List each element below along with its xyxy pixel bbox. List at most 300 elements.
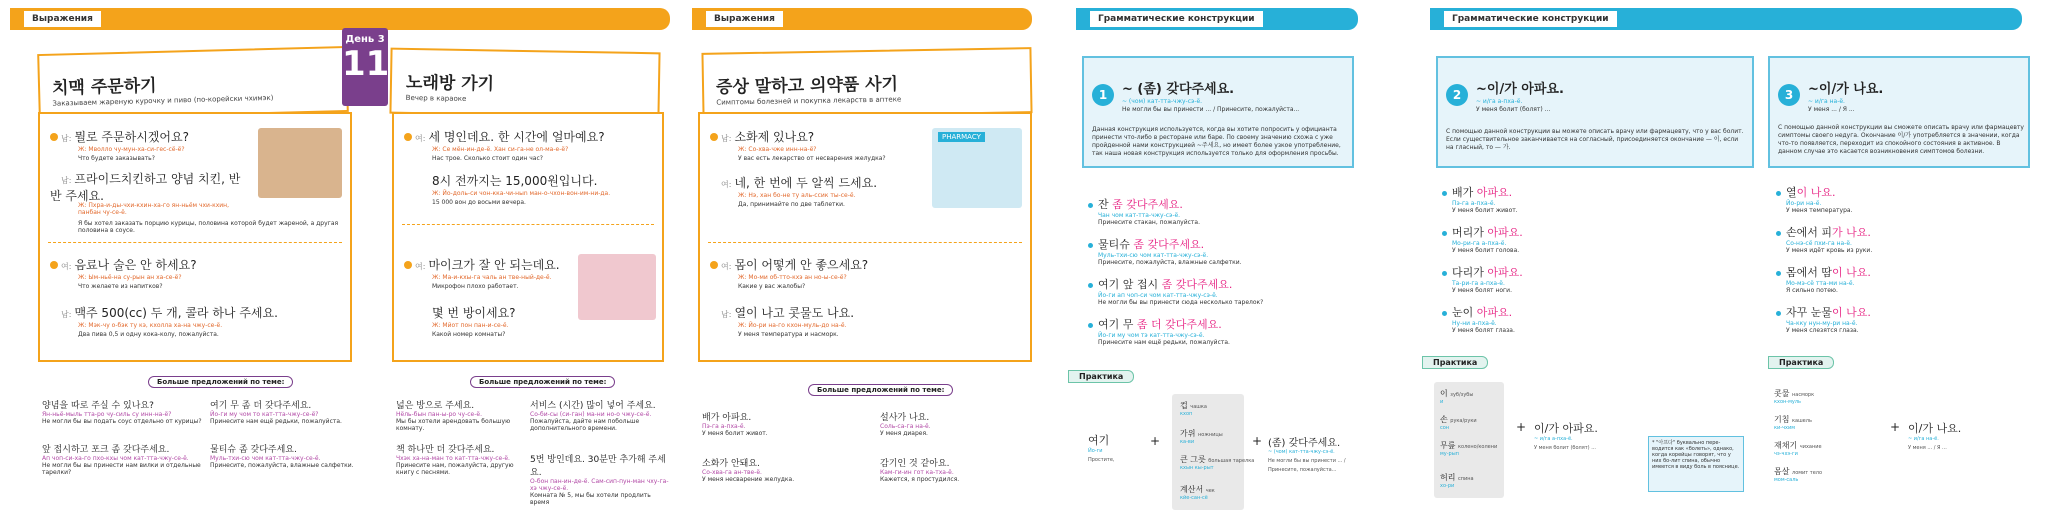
korean-text: 소화제 있나요? <box>734 130 815 144</box>
transcription: чэ-чхэ-ги <box>1774 451 1798 457</box>
example-base: 눈이 <box>1452 306 1477 319</box>
transcription: Йо-ги ап чоп-си чом кат-тта-чжу-сэ-ё. <box>1098 292 1218 299</box>
translation: У меня температура и насморк. <box>738 331 839 338</box>
translation: ножницы <box>1198 432 1223 438</box>
korean-text: 양념을 따로 주실 수 있나요? <box>42 401 154 411</box>
translation: У меня ... / Я ... <box>1908 445 1947 451</box>
transcription: Ж: Мэк-чу о-бэк ту кэ, кхолла ха-на чжу-се-ё. <box>78 322 223 329</box>
grammar-meaning: Не могли бы вы принести ... / Принесите, пожалуйста... <box>1122 106 1300 113</box>
translation: спина <box>1458 476 1474 482</box>
korean-text: 여기 무 좀 더 갖다주세요. <box>210 401 312 411</box>
dialogue-line <box>50 128 189 145</box>
word-option <box>1440 388 1473 405</box>
korean-text: 배가 아파요. <box>702 413 752 423</box>
translation: У меня болит живот. <box>702 430 768 437</box>
transcription: Со-нэ-сё пхи-га на-ё. <box>1786 240 1852 247</box>
speaker: 남: <box>721 310 732 319</box>
day-badge <box>342 28 388 106</box>
dialogue-line <box>710 128 814 145</box>
practice-right-phrase <box>1908 420 2028 451</box>
more-sentences-label: Больше предложений по теме: <box>808 384 953 396</box>
translation: рука/руки <box>1450 418 1477 424</box>
section-tag: Грамматические конструкции <box>1444 11 1617 27</box>
translation: ломит тело <box>1792 470 1823 476</box>
speaker: 남: <box>61 310 72 319</box>
dialogue-line <box>710 304 854 321</box>
transcription: Ну-ни а-пха-ё. <box>1452 320 1497 327</box>
korean-text: 설사가 나요. <box>880 413 930 423</box>
practice-left-word <box>1088 432 1114 463</box>
bullet-icon <box>1088 283 1093 288</box>
grammar-meaning: У меня болит (болят) ... <box>1476 106 1551 113</box>
speaker: 여: <box>721 262 732 271</box>
transcription: Ж: Йо-доль-си чон-кка-чи-ныn ман-о-чхон-вон-им-ни-да. <box>432 190 611 197</box>
topic-subtitle: Заказываем жареную курочку и пиво (по-корейски чхимэк) <box>52 93 274 108</box>
speech-icon <box>710 133 718 141</box>
topic-title: 노래방 가기 <box>405 72 495 95</box>
extra-sentence <box>42 398 212 425</box>
example-base: 머리가 <box>1452 226 1488 239</box>
translation: Не могли бы вы принести нам вилки и отдельные тарелки? <box>42 462 201 476</box>
divider <box>48 242 342 243</box>
korean-word: 허리 <box>1440 473 1456 482</box>
grammar-number: 3 <box>1778 84 1800 106</box>
pharmacy-sign: PHARMACY <box>938 132 985 142</box>
word-option <box>1180 400 1207 417</box>
example-highlight: 가 나요. <box>1832 226 1871 239</box>
grammar-title: ~ (좀) 갖다주세요. <box>1122 82 1235 97</box>
example-base: 자꾸 눈물 <box>1786 306 1833 319</box>
dialogue-box-1 <box>38 112 352 362</box>
example-highlight: 좀 갖다주세요. <box>1112 198 1183 211</box>
example-highlight: 이 나요. <box>1832 306 1871 319</box>
dialogue-line <box>50 170 250 204</box>
grammar-transcription: ~ и/га на-ё. <box>1808 98 1845 105</box>
korean-word: 계산서 <box>1180 485 1204 494</box>
speech-icon <box>710 261 718 269</box>
korean-word: 콧물 <box>1774 389 1790 398</box>
transcription: Ча-кку нун-му-ри на-ё. <box>1786 320 1858 327</box>
pharmacy-illustration <box>932 128 1022 208</box>
bullet-icon <box>1442 191 1447 196</box>
example-base: 잔 <box>1098 198 1113 211</box>
grammar-card-3 <box>1768 56 2030 168</box>
topic-title: 증상 말하고 의약품 사기 <box>715 74 899 98</box>
korean-text: 프라이드치킨하고 양념 치킨, 반반 주세요. <box>50 172 241 203</box>
example-base: 손에서 피 <box>1786 226 1833 239</box>
grammar-example <box>1776 304 1871 334</box>
translation: У меня болят ноги. <box>1452 287 1512 294</box>
transcription: Нёль-бын пан-ы-ро чу-се-ё. <box>396 411 482 418</box>
transcription: ~ и/га на-ё. <box>1908 436 1939 442</box>
transcription: Ап чоп-си-ха-го пхо-кхы чом кат-тта-чжу-се-ё. <box>42 455 189 462</box>
bullet-icon <box>1442 231 1447 236</box>
translation: Нас трое. Сколько стоит один час? <box>432 155 543 162</box>
example-highlight: 아파요. <box>1476 186 1513 199</box>
korean-text: 물티슈 좀 갖다주세요. <box>210 445 297 455</box>
korean-text: 앞 접시하고 포크 좀 갖다주세요. <box>42 445 170 455</box>
grammar-description: Данная конструкция используется, когда вы хотите попросить у официанта принести что-либо в ресторане или баре. По своему значению схожа с уже пройденной нами конструкцией ~주세요, но имеет более узкое употребление, так наша новая конструкция используется только для оформления просьбы. <box>1092 126 1341 157</box>
bullet-icon <box>1776 191 1781 196</box>
grammar-title: ~이/가 나요. <box>1808 82 1884 97</box>
bullet-icon <box>1442 271 1447 276</box>
translation: Принесите, пожалуйста, влажные салфетки. <box>210 462 354 469</box>
divider <box>708 242 1022 243</box>
transcription: Ж: Нэ, хан бо-не ту аль-ссик ты-се-ё. <box>738 192 856 199</box>
translation: Принесите, пожалуйста, влажные салфетки. <box>1098 259 1242 266</box>
topic-card-chimaek <box>37 46 349 120</box>
example-highlight: 이 나요. <box>1832 266 1871 279</box>
grammar-transcription: ~ и/га а-пха-ё. <box>1476 98 1523 105</box>
korean-text: 넓은 방으로 주세요. <box>396 401 475 411</box>
grammar-example <box>1776 224 1872 254</box>
translation: Принесите нам ещё редьки, пожалуйста. <box>210 418 342 425</box>
bullet-icon <box>1776 231 1781 236</box>
transcription: Соль-са-га на-ё. <box>880 423 931 430</box>
grammar-example <box>1442 304 1515 334</box>
translation: чек <box>1205 488 1215 494</box>
transcription: Со-хва-га ан-тве-ё. <box>702 469 762 476</box>
example-highlight: 아파요. <box>1487 266 1523 279</box>
word-option <box>1774 388 1814 405</box>
dialogue-line <box>710 174 877 191</box>
transcription: Мо-мэ-сё тта-ми на-ё. <box>1786 280 1855 287</box>
grammar-card-2 <box>1436 56 1754 168</box>
korean-text: 감기인 것 같아요. <box>880 459 950 469</box>
extra-sentence <box>42 442 212 476</box>
korean-text: 뭘로 주문하시겠어요? <box>74 130 189 144</box>
translation: У меня слезятся глаза. <box>1786 327 1859 334</box>
translation: колено/колени <box>1458 444 1498 450</box>
grammar-number: 1 <box>1092 84 1114 106</box>
grammar-meaning: У меня ... / Я ... <box>1808 106 1855 113</box>
transcription: ~ и/га а-пха-ё. <box>1534 436 1573 442</box>
transcription: Пэ-га а-пха-ё. <box>1452 200 1496 207</box>
bullet-icon <box>1088 243 1093 248</box>
translation: Что желаете из напитков? <box>78 283 163 290</box>
translation: Микрофон плохо работает. <box>432 283 519 290</box>
translation: Простите, <box>1088 457 1115 463</box>
dialogue-line <box>432 172 597 189</box>
day-number: 11 <box>342 44 390 84</box>
plus-sign: + <box>1252 434 1263 448</box>
example-highlight: 아파요. <box>1476 306 1513 319</box>
transcription: Пэ-га а-пха-ё. <box>702 423 746 430</box>
grammar-example <box>1088 196 1200 226</box>
transcription: ки-чхим <box>1774 425 1796 431</box>
speech-icon <box>50 261 58 269</box>
translation: Принесите нам, пожалуйста, другую книгу с песнями. <box>396 462 514 476</box>
practice-label: Практика <box>1422 356 1488 369</box>
korean-word: 손 <box>1440 415 1448 424</box>
dialogue-line <box>404 128 605 145</box>
korean-text: 세 명인데요. 한 시간에 얼마예요? <box>428 130 605 144</box>
section-bar <box>1076 8 1358 30</box>
practice-label: Практика <box>1068 370 1134 383</box>
korean-word: 몸살 <box>1774 467 1790 476</box>
section-bar <box>10 8 670 30</box>
bullet-icon <box>1776 271 1781 276</box>
transcription: кхын кы-рыт <box>1180 465 1214 471</box>
transcription: Кам-ги-ин гот ка-тха-ё. <box>880 469 954 476</box>
korean-text: 5번 방인데요. 30분만 추가해 주세요. <box>530 455 666 478</box>
transcription: Ж: Ма-и-кхы-га чаль ан тве-ный-де-ё. <box>432 274 552 281</box>
dialogue-box-2 <box>392 112 664 362</box>
transcription: Ж: Се мён-ин-де-ё. Хан си-га-не ол-ма-е-ё? <box>432 146 569 153</box>
word-option <box>1774 466 1822 483</box>
transcription: кхон-муль <box>1774 399 1801 405</box>
korean-phrase: 이/가 아파요. <box>1534 422 1598 435</box>
practice-right-phrase <box>1534 420 1644 451</box>
translation: У меня болит голова. <box>1452 247 1520 254</box>
korean-word: 큰 그릇 <box>1180 455 1206 464</box>
example-base: 몸에서 땀 <box>1786 266 1833 279</box>
transcription: хо-ри <box>1440 483 1455 489</box>
grammar-title: ~이/가 아파요. <box>1476 82 1564 97</box>
translation: У меня идёт кровь из руки. <box>1786 247 1873 254</box>
korean-text: 책 하나만 더 갖다주세요. <box>396 445 495 455</box>
translation: зуб/зубы <box>1450 392 1474 398</box>
translation: Да, принимайте по две таблетки. <box>738 201 845 208</box>
speaker: 남: <box>61 134 72 143</box>
grammar-transcription: ~ (чом) кат-тта-чжу-сэ-ё. <box>1122 98 1203 105</box>
example-highlight: 아파요. <box>1487 226 1523 239</box>
dialogue-box-3 <box>698 112 1032 362</box>
transcription: Мо-ри-га а-пха-ё. <box>1452 240 1507 247</box>
word-option <box>1440 440 1502 457</box>
speech-icon <box>404 261 412 269</box>
speech-icon <box>404 133 412 141</box>
translation: Не могли бы вы принести сюда несколько тарелок? <box>1098 299 1264 306</box>
page-4 <box>1422 0 2048 513</box>
translation: чашка <box>1190 404 1207 410</box>
section-tag: Выражения <box>24 11 101 27</box>
bullet-icon <box>1088 203 1093 208</box>
extra-sentence <box>210 398 370 425</box>
example-base: 열 <box>1786 186 1797 199</box>
dialogue-line <box>432 304 516 321</box>
transcription: О-бон пан-ин-де-ё. Сам-сип-пун-ман чху-га-хэ чжу-се-ё. <box>530 478 669 492</box>
bullet-icon <box>1442 311 1447 316</box>
transcription: Ян-ньё-мыль тта-ро чу-силь су инн-на-ё? <box>42 411 172 418</box>
korean-text: 서비스 (시간) 많이 넣어 주세요. <box>530 401 656 411</box>
grammar-example <box>1442 264 1523 294</box>
restaurant-illustration <box>258 128 342 198</box>
transcription: Ж: Со-хва-чже инн-на-ё? <box>738 146 817 153</box>
translation: Мы бы хотели арендовать большую комнату. <box>396 418 511 432</box>
translation: 15 000 вон до восьми вечера. <box>432 199 526 206</box>
example-base: 여기 무 <box>1098 318 1137 331</box>
grammar-description: С помощью данной конструкции вы сможете описать врачу или фармацевту симптомы своего недуга. Окончание 이/가 употребляется в значении, когда что-то появляется, переходит из спокойного состояния в активное. В данном случае это касается возникновения симптомов болезни. <box>1778 124 2024 155</box>
translation: Принесите стакан, пожалуйста. <box>1098 219 1200 226</box>
example-highlight: 좀 갖다주세요. <box>1161 278 1233 291</box>
topic-subtitle: Вечер в караоке <box>405 93 467 103</box>
transcription: Ж: Пхра-и-ды-чхи-кхин-ха-го ян-ньём чхи-кхин, панбан чу-се-ё. <box>78 202 230 216</box>
translation: Пожалуйста, дайте нам побольше дополнительного времени. <box>530 418 640 432</box>
footnote-box: * "아프다" буквально пере-водится как «болеть», однако, когда корейцы говорят, что у них бо-лит спина, обычно имеется в виду боль в пояснице. <box>1648 436 1744 492</box>
transcription: ка-ви <box>1180 439 1195 445</box>
topic-title: 치맥 주문하기 <box>51 75 157 99</box>
page-2 <box>684 0 1044 513</box>
korean-text: 몇 번 방이세요? <box>432 306 516 320</box>
korean-word: 컵 <box>1180 401 1188 410</box>
grammar-example <box>1776 184 1852 214</box>
transcription: Со-би-сы (си-ган) ма-ни но-о чжу-се-ё. <box>530 411 652 418</box>
transcription: и <box>1440 399 1444 405</box>
korean-text: 열이 나고 콧물도 나요. <box>734 306 855 320</box>
korean-word: 가위 <box>1180 429 1196 438</box>
practice-right-phrase <box>1268 434 1364 473</box>
translation: Какой номер комнаты? <box>432 331 506 338</box>
korean-word: 재채기 <box>1774 441 1798 450</box>
korean-word: 여기 <box>1088 434 1110 447</box>
topic-card-pharmacy <box>701 47 1032 119</box>
plus-sign: + <box>1516 420 1527 434</box>
speaker: 여: <box>721 180 732 189</box>
dialogue-line <box>50 256 197 273</box>
grammar-example <box>1776 264 1871 294</box>
transcription: ~ (чом) кат-тта-чжу-сэ-ё. <box>1268 449 1335 455</box>
word-option <box>1180 428 1223 445</box>
topic-card-karaoke <box>389 48 660 119</box>
translation: кашель <box>1792 418 1812 424</box>
translation: У вас есть лекарство от несварения желудка? <box>738 155 886 162</box>
translation: Кажется, я простудился. <box>880 476 960 483</box>
transcription: мом-саль <box>1774 477 1799 483</box>
korean-text: 8시 전까지는 15,000원입니다. <box>432 174 598 188</box>
extra-sentence <box>880 456 1030 483</box>
bullet-icon <box>1088 323 1093 328</box>
translation: У меня несварение желудка. <box>702 476 795 483</box>
example-base: 물티슈 <box>1098 238 1134 251</box>
section-bar <box>1430 8 2022 30</box>
speaker: 남: <box>721 134 732 143</box>
extra-sentence <box>530 452 670 506</box>
translation: Я сильно потею. <box>1786 287 1838 294</box>
transcription: Та-ри-га а-пха-ё. <box>1452 280 1505 287</box>
transcription: Чан чом кат-тта-чжу-сэ-ё. <box>1098 212 1181 219</box>
translation: чихание <box>1799 444 1822 450</box>
karaoke-illustration <box>578 254 656 320</box>
translation: насморк <box>1792 392 1815 398</box>
transcription: Йо-ри на-ё. <box>1786 200 1822 207</box>
word-option <box>1180 454 1254 471</box>
dialogue-line <box>50 304 278 321</box>
grammar-number: 2 <box>1446 84 1468 106</box>
transcription: Ж: Мйот пон пан-и-се-ё. <box>432 322 509 329</box>
example-base: 다리가 <box>1452 266 1488 279</box>
transcription: Йо-ги му чом то кат-тта-чжу-се-ё? <box>210 411 319 418</box>
translation: У меня болит (болят) ... <box>1534 445 1596 451</box>
grammar-example <box>1088 276 1263 306</box>
translation: Я бы хотел заказать порцию курицы, половина которой будет жареной, а другая половина в соусе. <box>78 220 339 234</box>
extra-sentence <box>702 410 862 437</box>
korean-word: 이 <box>1440 389 1448 398</box>
translation: Принесите нам ещё редьки, пожалуйста. <box>1098 339 1230 346</box>
transcription: Чхэк ха-на-ман то кат-тта-чжу-се-ё. <box>396 455 510 462</box>
transcription: Йо-ги му чом тэ кат-тта-чжу-сэ-ё. <box>1098 332 1205 339</box>
grammar-description: С помощью данной конструкции вы можете описать врачу или фармацевту, что у вас болит. Если существительное заканчивается на согласный, присоединяется окончание — 이, если на гласный, то — 가. <box>1446 128 1744 151</box>
page-3 <box>1068 0 1368 513</box>
example-base: 여기 앞 접시 <box>1098 278 1162 291</box>
speech-icon <box>50 133 58 141</box>
word-option <box>1774 414 1812 431</box>
transcription: Ж: Мволло чу-мун-ха-си-гес-сё-ё? <box>78 146 185 153</box>
speaker: 여: <box>61 262 72 271</box>
translation: Комната № 5, мы бы хотели продлить время <box>530 492 651 506</box>
korean-text: 마이크가 잘 안 되는데요. <box>428 258 560 272</box>
korean-word: 무릎 <box>1440 441 1456 450</box>
transcription: кйе-сан-сё <box>1180 495 1208 501</box>
translation: Какие у вас жалобы? <box>738 283 806 290</box>
transcription: Ж: Ым-ньё-на су-рын ан ха-се-ё? <box>78 274 182 281</box>
extra-sentence <box>880 410 1030 437</box>
more-sentences-label: Больше предложений по теме: <box>470 376 615 388</box>
word-option <box>1180 484 1215 501</box>
translation: Не могли бы вы принести ... / Принесите, пожалуйста... <box>1268 458 1346 473</box>
dialogue-line <box>710 256 868 273</box>
translation: У меня болит живот. <box>1452 207 1518 214</box>
bullet-icon <box>1776 311 1781 316</box>
korean-text: 음료나 술은 안 하세요? <box>74 258 197 272</box>
dialogue-line <box>404 256 560 273</box>
korean-text: 소화가 안돼요. <box>702 459 760 469</box>
more-sentences-label: Больше предложений по теме: <box>148 376 293 388</box>
topic-subtitle: Симптомы болезней и покупка лекарств в аптеке <box>716 95 902 107</box>
korean-phrase: (좀) 갖다주세요. <box>1268 438 1341 449</box>
grammar-example <box>1088 236 1242 266</box>
grammar-example <box>1088 316 1230 346</box>
extra-sentence <box>210 442 370 469</box>
word-option <box>1440 414 1477 431</box>
transcription: Муль-тхи-сю чом кат-тта-чжу-сэ-ё. <box>1098 252 1209 259</box>
speaker: 여: <box>415 134 426 143</box>
translation: У меня болят глаза. <box>1452 327 1515 334</box>
example-highlight: 이 나요. <box>1796 186 1836 199</box>
transcription: кхоп <box>1180 411 1193 417</box>
transcription: Ж: Йо-ри на-го кхон-муль-до на-ё. <box>738 322 847 329</box>
transcription: му-рып <box>1440 451 1459 457</box>
translation: У меня температура. <box>1786 207 1853 214</box>
translation: Что будете заказывать? <box>78 155 155 162</box>
page-1 <box>0 0 680 513</box>
speaker: 여: <box>415 262 426 271</box>
example-highlight: 좀 갖다주세요. <box>1133 238 1205 251</box>
plus-sign: + <box>1150 434 1161 448</box>
translation: Два пива 0,5 и одну кока-колу, пожалуйста. <box>78 331 219 338</box>
word-option <box>1774 440 1822 457</box>
translation: большая тарелка <box>1208 458 1255 464</box>
grammar-card-1 <box>1082 56 1354 168</box>
word-option <box>1440 472 1474 489</box>
translation: У меня диарея. <box>880 430 928 437</box>
extra-sentence <box>702 456 862 483</box>
grammar-example <box>1442 184 1518 214</box>
divider <box>402 224 654 225</box>
section-tag: Грамматические конструкции <box>1090 11 1263 27</box>
extra-sentence <box>396 442 526 476</box>
korean-text: 맥주 500(cc) 두 개, 콜라 하나 주세요. <box>74 306 278 320</box>
transcription: Ж: Мо-ми об-тто-кхэ ан но-ы-се-ё? <box>738 274 847 281</box>
korean-text: 네, 한 번에 두 알씩 드세요. <box>734 176 878 190</box>
korean-phrase: 이/가 나요. <box>1908 422 1962 435</box>
transcription: Йо-ги <box>1088 448 1103 454</box>
day-label: День 3 <box>345 34 385 45</box>
transcription: сон <box>1440 425 1450 431</box>
example-highlight: 좀 더 갖다주세요. <box>1136 318 1222 331</box>
extra-sentence <box>396 398 526 432</box>
transcription: Муль-тхи-сю чом кат-тта-чжу-се-ё. <box>210 455 321 462</box>
